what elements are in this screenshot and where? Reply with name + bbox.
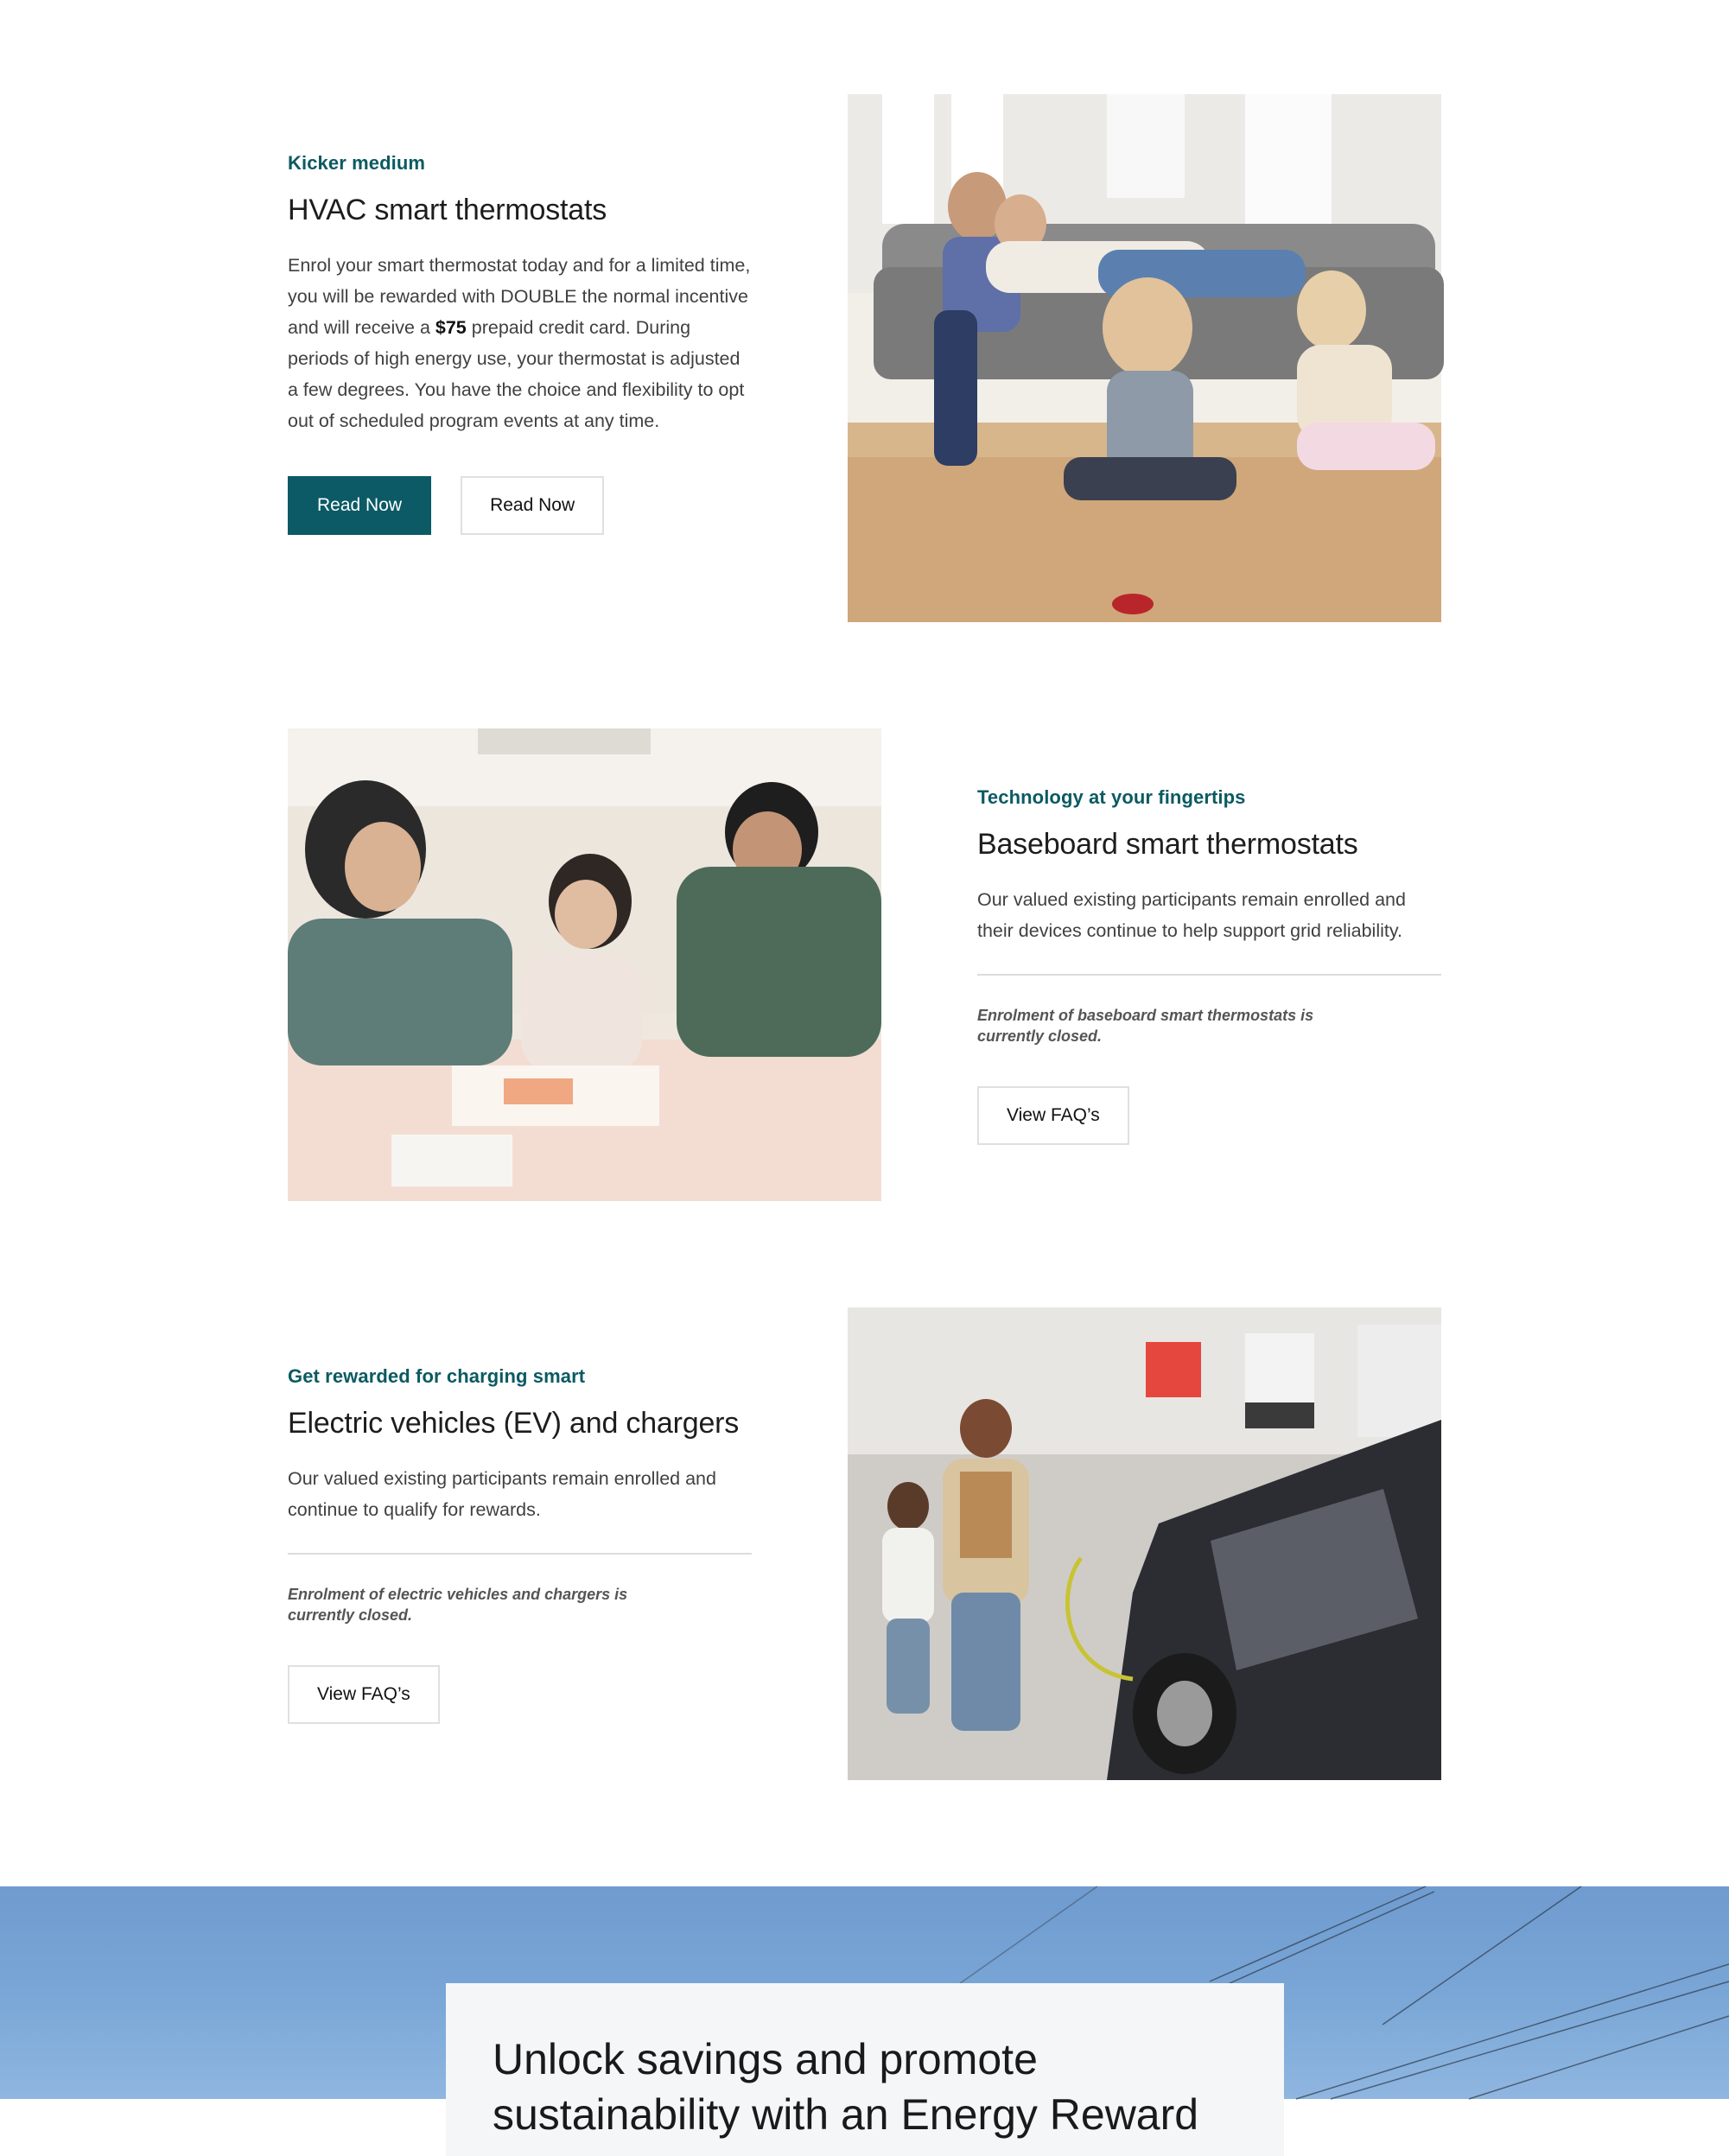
ev-kicker: Get rewarded for charging smart	[288, 1365, 586, 1387]
baseboard-divider	[977, 974, 1441, 976]
family-floor-drawing-image	[288, 728, 881, 1201]
baseboard-body: Our valued existing participants remain enrolled and their devices continue to help support grid reliability.	[977, 889, 1406, 941]
ev-charging-garage-image	[848, 1307, 1441, 1780]
ev-text	[288, 1365, 752, 1724]
baseboard-section	[0, 691, 1729, 1244]
ev-section	[0, 1270, 1729, 1858]
family-floor-drawing-photo	[288, 728, 881, 1201]
ev-divider	[288, 1553, 752, 1555]
energy-reward-banner	[0, 1886, 1729, 2139]
baseboard-view-faqs-button[interactable]: View FAQ’s	[977, 1086, 1129, 1145]
hvac-read-now-primary-button[interactable]: Read Now	[288, 476, 431, 535]
baseboard-text	[977, 786, 1441, 1145]
ev-title: Electric vehicles (EV) and chargers	[288, 1407, 740, 1440]
baseboard-closed-note: Enrolment of baseboard smart thermostats is currently closed.	[977, 1007, 1314, 1045]
baseboard-kicker: Technology at your fingertips	[977, 786, 1246, 808]
hvac-read-now-secondary-button[interactable]: Read Now	[461, 476, 604, 535]
hvac-title: HVAC smart thermostats	[288, 194, 607, 226]
hvac-body-bold: $75	[435, 317, 467, 338]
family-living-room-image	[848, 94, 1441, 622]
ev-closed-note: Enrolment of electric vehicles and chargers is currently closed.	[288, 1586, 628, 1624]
hvac-section	[0, 0, 1729, 657]
ev-view-faqs-button[interactable]: View FAQ’s	[288, 1665, 440, 1724]
hvac-body-part2: prepaid credit card. During periods of high energy use, your thermostat is adjusted a few degrees. You have the choice and flexibility to opt out of scheduled program events at any time.	[288, 317, 745, 431]
baseboard-buttons	[977, 1086, 1441, 1145]
hvac-kicker: Kicker medium	[288, 152, 426, 174]
hvac-text	[288, 152, 754, 535]
energy-reward-title: Unlock savings and promote sustainability with an Energy Reward	[493, 2035, 1199, 2139]
hvac-body	[288, 250, 754, 436]
ev-charging-garage-photo	[848, 1307, 1441, 1780]
ev-body: Our valued existing participants remain enrolled and continue to qualify for rewards.	[288, 1468, 716, 1520]
family-living-room-photo	[848, 94, 1441, 622]
energy-reward-card	[446, 1983, 1284, 2156]
hvac-buttons	[288, 476, 754, 535]
baseboard-title: Baseboard smart thermostats	[977, 828, 1358, 861]
ev-buttons	[288, 1665, 752, 1724]
hvac-body-part1: Enrol your smart thermostat today and for a limited time, you will be rewarded with DOUBLE the normal incentive and will receive a	[288, 255, 751, 338]
